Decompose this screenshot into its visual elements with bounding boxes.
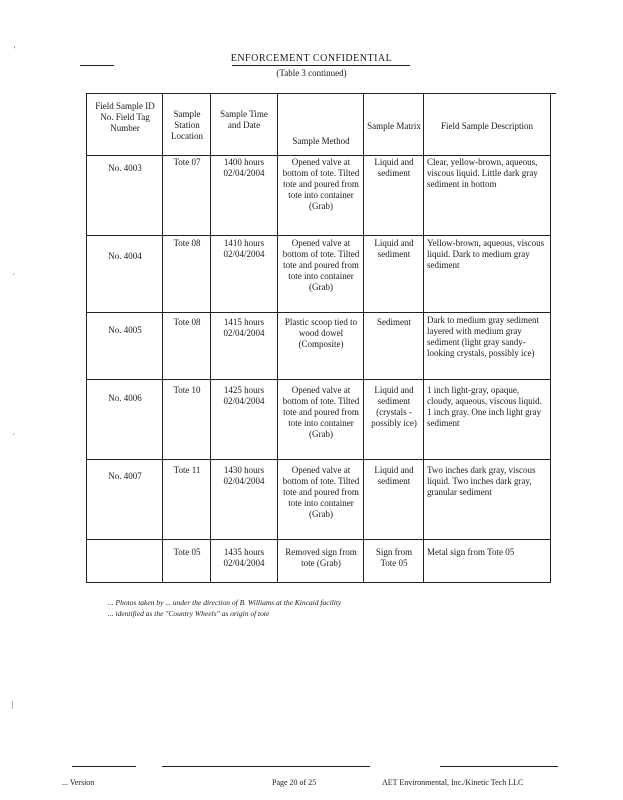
title-rule-left bbox=[80, 65, 114, 66]
row4-method: Opened valve at bottom of tote. Tilted tote and poured from tote into container (Grab) bbox=[282, 385, 360, 439]
row6-matrix: Sign from Tote 05 bbox=[375, 547, 413, 568]
col-sep-4 bbox=[363, 93, 364, 583]
footnote-line-2: ... identified as the "Country Wheels" as origin of tote bbox=[108, 609, 270, 618]
row5-sample-id: No. 4007 bbox=[108, 471, 142, 481]
row-sep-2 bbox=[86, 312, 551, 313]
row5-matrix: Liquid and sediment bbox=[374, 465, 414, 486]
row5-time: 1430 hours 02/04/2004 bbox=[223, 465, 265, 486]
row3-time: 1415 hours 02/04/2004 bbox=[223, 317, 265, 338]
footer-version: ... Version bbox=[62, 778, 95, 787]
col-sep-2 bbox=[210, 93, 211, 583]
row1-sample-id: No. 4003 bbox=[108, 163, 142, 173]
table-bottom-border bbox=[86, 582, 551, 583]
row3-sample-id: No. 4005 bbox=[108, 325, 142, 335]
scan-mark: ' bbox=[14, 45, 16, 54]
row-sep-1 bbox=[86, 235, 551, 236]
title-rule-right bbox=[232, 65, 410, 66]
table-left-border bbox=[86, 93, 87, 583]
table-subtitle: (Table 3 continued) bbox=[276, 68, 347, 78]
row2-method: Opened valve at bottom of tote. Tilted tote and poured from tote into container (Grab) bbox=[282, 238, 360, 292]
sample-table bbox=[80, 93, 550, 583]
footnote-block bbox=[108, 597, 341, 619]
row2-matrix: Liquid and sediment bbox=[374, 238, 414, 259]
row2-time: 1410 hours 02/04/2004 bbox=[223, 238, 265, 259]
row3-station: Tote 08 bbox=[173, 317, 201, 327]
col-header-station: Sample Station Location bbox=[171, 109, 203, 141]
scan-mark: · bbox=[12, 430, 15, 439]
row-sep-3 bbox=[86, 379, 551, 380]
col-sep-5 bbox=[423, 93, 424, 583]
col-header-description: Field Sample Description bbox=[441, 121, 533, 131]
scan-mark: · bbox=[12, 270, 15, 279]
table-right-border bbox=[550, 93, 551, 583]
row6-time: 1435 hours 02/04/2004 bbox=[223, 547, 265, 568]
footer-page-number: Page 20 of 25 bbox=[272, 778, 317, 787]
row4-time: 1425 hours 02/04/2004 bbox=[223, 385, 265, 406]
row4-matrix: Liquid and sediment (crystals - possibly ice) bbox=[371, 385, 417, 428]
footer-company: AET Environmental, Inc./Kinetic Tech LLC bbox=[382, 778, 524, 787]
row4-station: Tote 10 bbox=[173, 385, 201, 395]
col-header-time: Sample Time and Date bbox=[220, 109, 268, 130]
footnote-line-1: ... Photos taken by ... under the direction of B. Williams at the Kincaid facility bbox=[108, 598, 342, 607]
row4-sample-id: No. 4006 bbox=[108, 393, 142, 403]
scan-mark: | bbox=[12, 700, 14, 709]
row4-description: 1 inch light-gray, opaque, cloudy, aqueous, viscous liquid. 1 inch gray. One inch light gray sediment bbox=[427, 385, 542, 428]
col-header-matrix: Sample Matrix bbox=[367, 121, 421, 131]
row6-description: Metal sign from Tote 05 bbox=[427, 547, 515, 557]
row3-matrix: Sediment bbox=[377, 317, 411, 327]
row2-description: Yellow-brown, aqueous, viscous liquid. Dark to medium gray sediment bbox=[427, 238, 545, 270]
row1-method: Opened valve at bottom of tote. Tilted tote and poured from tote into container (Grab) bbox=[282, 157, 360, 211]
row2-sample-id: No. 4004 bbox=[108, 251, 142, 261]
row-sep-header bbox=[86, 155, 551, 156]
row3-method: Plastic scoop tied to wood dowel (Composite) bbox=[284, 317, 358, 349]
footer-rule-center bbox=[162, 766, 370, 767]
footer-rule-left bbox=[72, 766, 136, 767]
row-sep-5 bbox=[86, 539, 551, 540]
row1-description: Clear, yellow-brown, aqueous, viscous liquid. Little dark gray sediment in bottom bbox=[427, 157, 538, 189]
row6-method: Removed sign from tote (Grab) bbox=[285, 547, 357, 568]
row1-station: Tote 07 bbox=[173, 157, 201, 167]
col-header-sample-id: Field Sample ID No. Field Tag Number bbox=[95, 101, 155, 133]
row3-description: Dark to medium gray sediment layered with medium gray sediment (light gray sandy-looking crystals, possibly ice) bbox=[427, 315, 539, 358]
row6-station: Tote 05 bbox=[173, 547, 201, 557]
row-sep-4 bbox=[86, 459, 551, 460]
document-title: ENFORCEMENT CONFIDENTIAL bbox=[230, 53, 393, 64]
row2-station: Tote 08 bbox=[173, 238, 201, 248]
row5-station: Tote 11 bbox=[173, 465, 201, 475]
row1-matrix: Liquid and sediment bbox=[374, 157, 414, 178]
row5-description: Two inches dark gray, viscous liquid. Two inches dark gray, granular sediment bbox=[427, 465, 536, 497]
row5-method: Opened valve at bottom of tote. Tilted tote and poured from tote into container (Grab) bbox=[282, 465, 360, 519]
col-sep-3 bbox=[277, 93, 278, 583]
footer-rule-right bbox=[440, 766, 558, 767]
table-top-border bbox=[86, 93, 556, 94]
col-header-method: Sample Method bbox=[292, 136, 350, 146]
col-sep-1 bbox=[162, 93, 163, 583]
row1-time: 1400 hours 02/04/2004 bbox=[223, 157, 265, 178]
